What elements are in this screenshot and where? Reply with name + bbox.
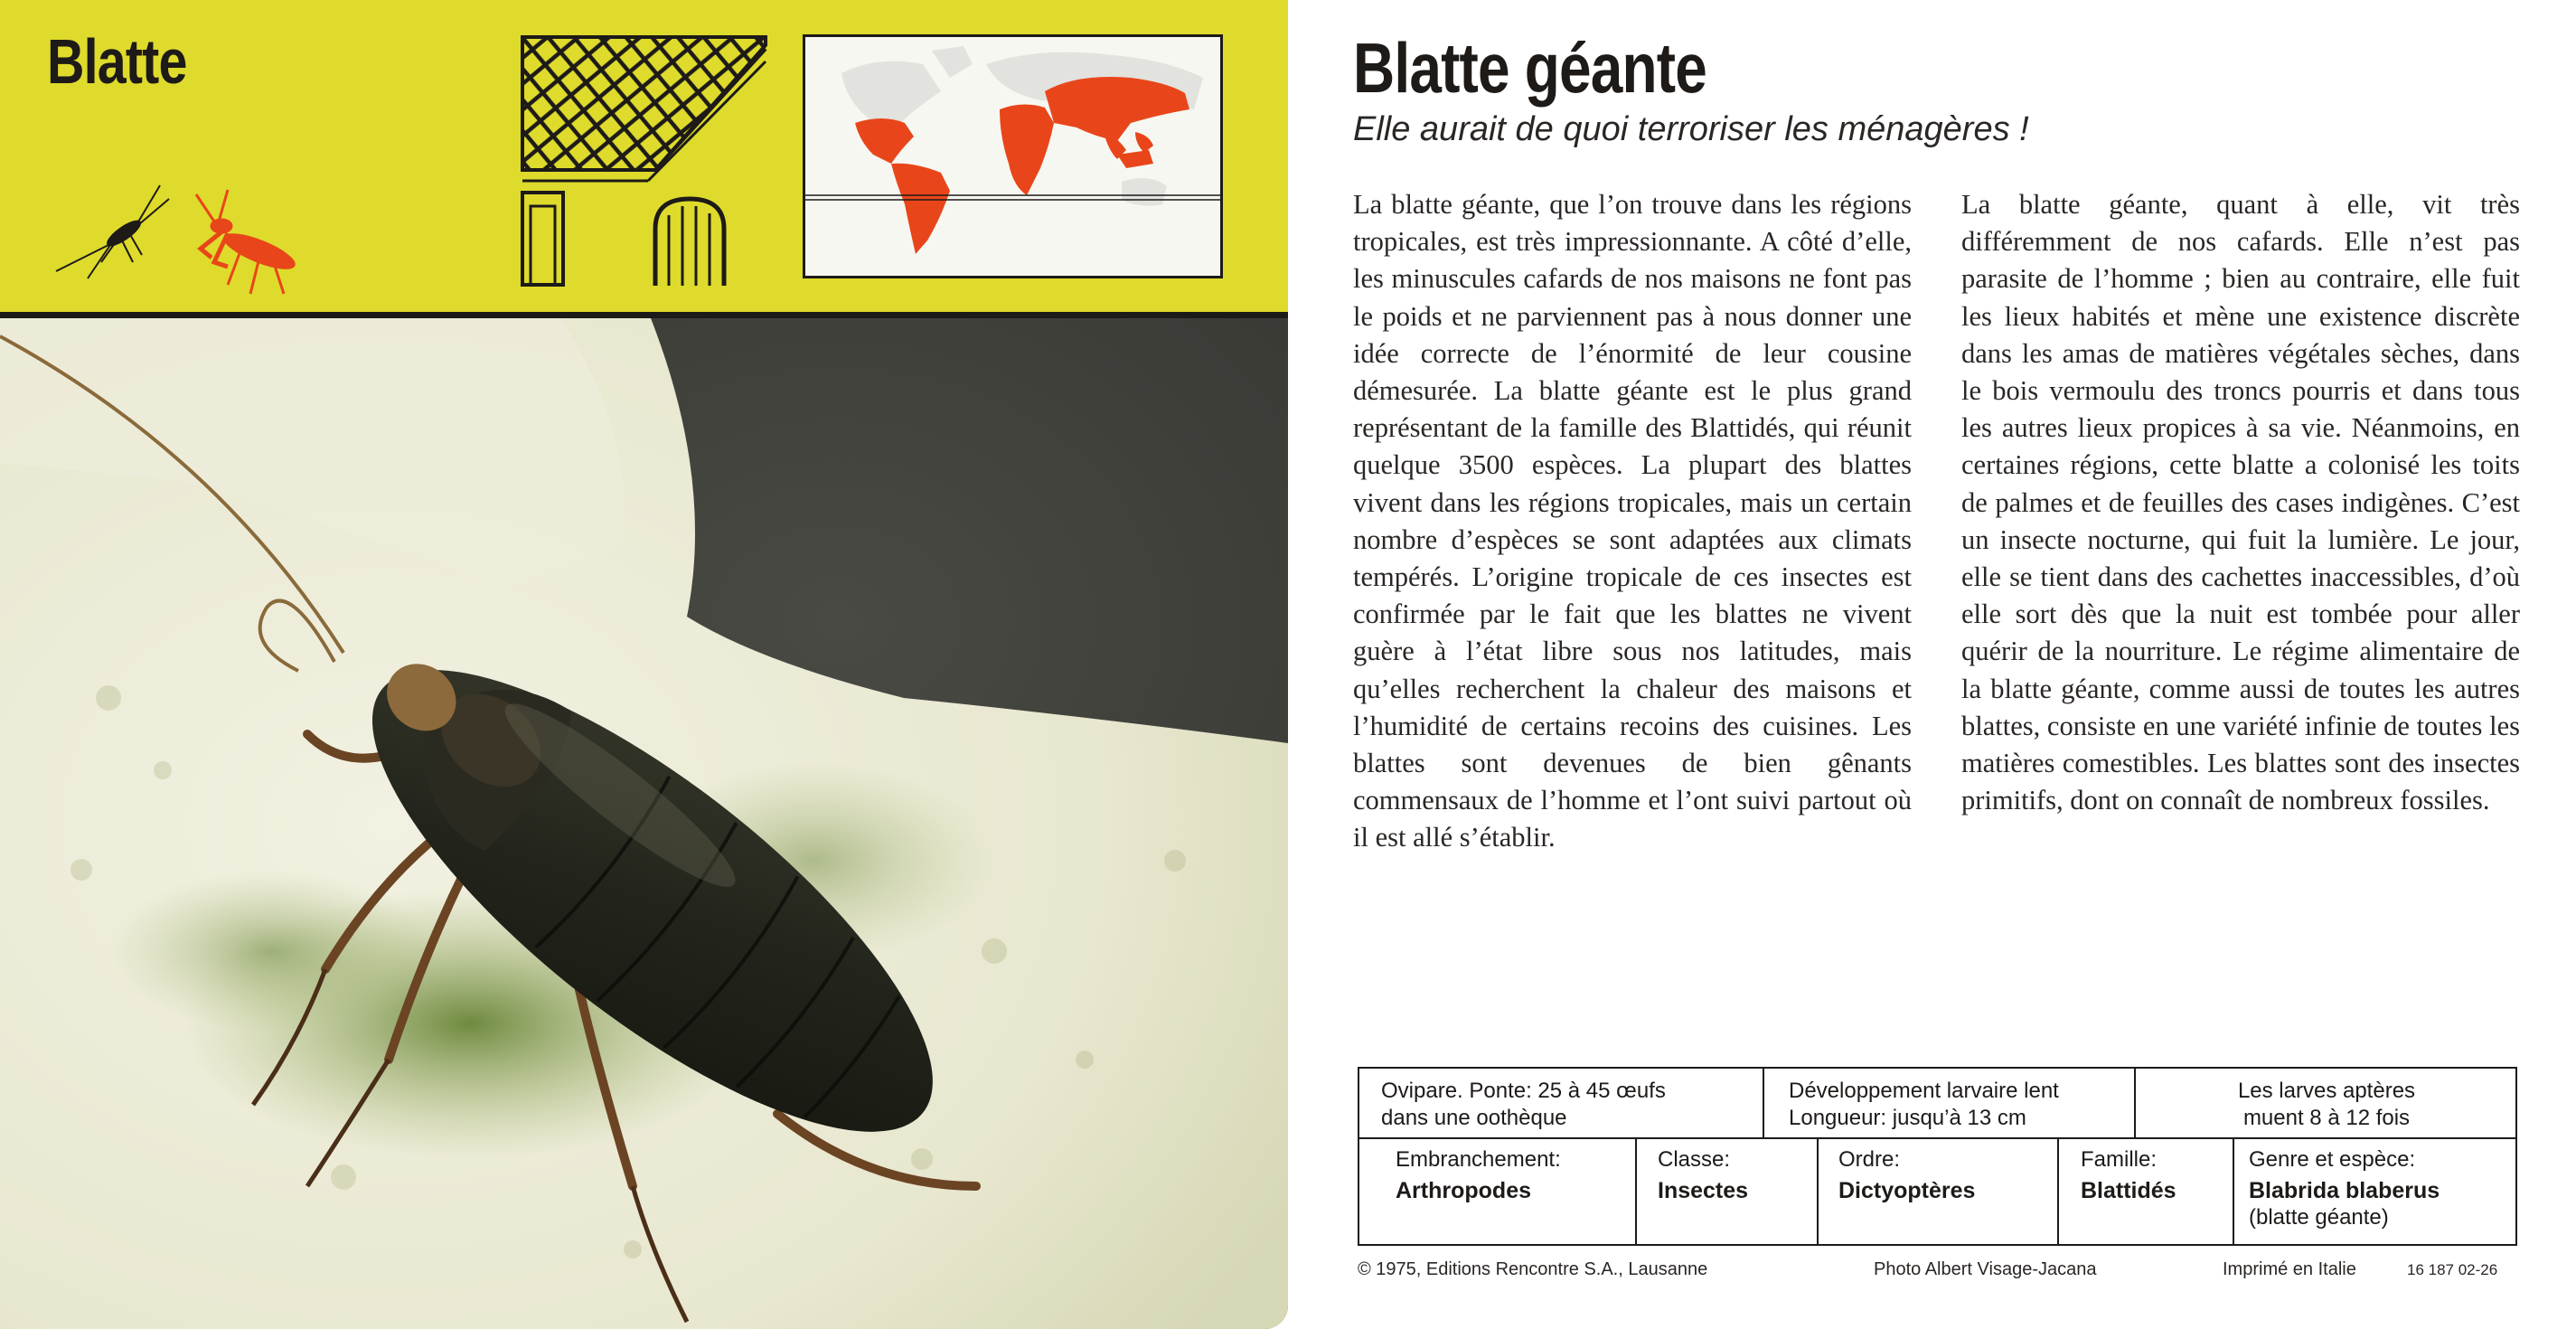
larvae-cell xyxy=(2136,1069,2517,1137)
species-cell xyxy=(2249,1137,2511,1244)
page-subtitle: Elle aurait de quoi terroriser les ménagères ! xyxy=(1353,110,2029,148)
divider xyxy=(1817,1137,1819,1244)
header-divider xyxy=(0,312,1288,318)
cockroach-silhouette-icon xyxy=(56,185,169,278)
right-card xyxy=(1288,0,2576,1329)
development-cell xyxy=(1789,1069,2132,1137)
facts-row xyxy=(1359,1069,2515,1139)
taxonomy-row xyxy=(1359,1137,2515,1244)
class-cell xyxy=(1658,1137,1811,1244)
copyright-text: © 1975, Editions Rencontre S.A., Lausanne xyxy=(1358,1259,1708,1279)
photo-credit: Photo Albert Visage-Jacana xyxy=(1874,1259,2097,1279)
divider xyxy=(2057,1137,2059,1244)
class-value: Insectes xyxy=(1658,1178,1749,1203)
family-value: Blattidés xyxy=(2081,1178,2176,1203)
card-category-title: Blatte xyxy=(47,26,187,97)
species-value: Blabrida blaberus xyxy=(2249,1178,2440,1203)
development-line-2: Longueur: jusqu’à 13 cm xyxy=(1789,1106,2026,1130)
facts-table xyxy=(1358,1067,2517,1246)
divider xyxy=(1763,1069,1764,1137)
distribution-map xyxy=(803,34,1223,278)
order-label: Ordre: xyxy=(1838,1147,1901,1172)
mantis-silhouette-icon xyxy=(196,190,298,294)
page-title: Blatte géante xyxy=(1353,28,1706,108)
divider xyxy=(2233,1137,2234,1244)
class-label: Classe: xyxy=(1658,1147,1731,1172)
phylum-value: Arthropodes xyxy=(1396,1178,1531,1203)
order-cell xyxy=(1838,1137,2055,1244)
world-map-icon xyxy=(805,37,1220,276)
body-text-column-2: La blatte géante, quant à elle, vit très différemment de nos cafards. Elle n’est pas parasite de l’homme ; bien au contraire, elle fuit les lieux habités et mène une existence discrète dans les amas de matières végétales sèches, dans le bois vermoulu des troncs pourris et dans tous les autres lieux propices à sa vie. Néanmoins, en certaines régions, cette blatte a colonisé les toits de palmes et de feuilles des cases indigènes. C’est un insecte nocturne, qui fuit la lumière. Le jour, elle se tient dans des cachettes inaccessibles, d’où elle sort dès que la nuit est tombée pour aller quérir de la nourriture. Le régime alimentaire de la blatte géante, comme aussi de toutes les autres blattes, consiste en une variété infinie de toutes les matières comestibles. Les blattes sont des insectes primitifs, dont on connaît de nombreux fossiles. xyxy=(1961,189,2520,816)
card-code: 16 187 02-26 xyxy=(2407,1261,2498,1278)
insect-silhouettes-icon xyxy=(47,172,318,298)
divider xyxy=(1635,1137,1637,1244)
species-common-name: (blatte géante) xyxy=(2249,1205,2389,1230)
cockroach-photo xyxy=(0,318,1288,1329)
reproduction-cell xyxy=(1381,1069,1761,1137)
species-label: Genre et espèce: xyxy=(2249,1147,2416,1172)
order-value: Dictyoptères xyxy=(1838,1178,1976,1203)
family-cell xyxy=(2081,1137,2225,1244)
family-label: Famille: xyxy=(2081,1147,2158,1172)
larvae-line-1: Les larves aptères xyxy=(2237,1079,2416,1103)
printed-in: Imprimé en Italie xyxy=(2223,1259,2356,1279)
reproduction-line-2: dans une oothèque xyxy=(1381,1106,1567,1130)
development-line-1: Développement larvaire lent xyxy=(1789,1079,2059,1103)
habitat-house-icon xyxy=(520,34,768,287)
phylum-cell xyxy=(1396,1137,1631,1244)
reproduction-line-1: Ovipare. Ponte: 25 à 45 œufs xyxy=(1381,1079,1666,1103)
phylum-label: Embranchement: xyxy=(1396,1147,1561,1172)
body-text-column-1: La blatte géante, que l’on trouve dans les régions tropicales, est très impressionnante. A côté d’elle, les minuscules cafards de nos maisons ne font pas le poids et ne parviennent pas à nous donner une idée correcte de l’énormité de leur cousine démesurée. La blatte géante est le plus grand représentant de la famille des Blattidés, qui réunit quelque 3500 espèces. La plupart des blattes vivent dans les régions tropicales, mais un certain nombre d’espèces se sont adaptées aux climats tempérés. L’origine tropicale de ces insectes est confirmée par le fait que les blattes ne vivent guère à l’état libre sous nos latitudes, mais qu’elles recherchent la chaleur des maisons et l’humidité de certains recoins des cuisines. Les blattes sont devenues de bien gênants commensaux de l’homme et l’ont suivi partout où il est allé s’établir. xyxy=(1353,189,1912,853)
larvae-line-2: muent 8 à 12 fois xyxy=(2242,1106,2411,1130)
